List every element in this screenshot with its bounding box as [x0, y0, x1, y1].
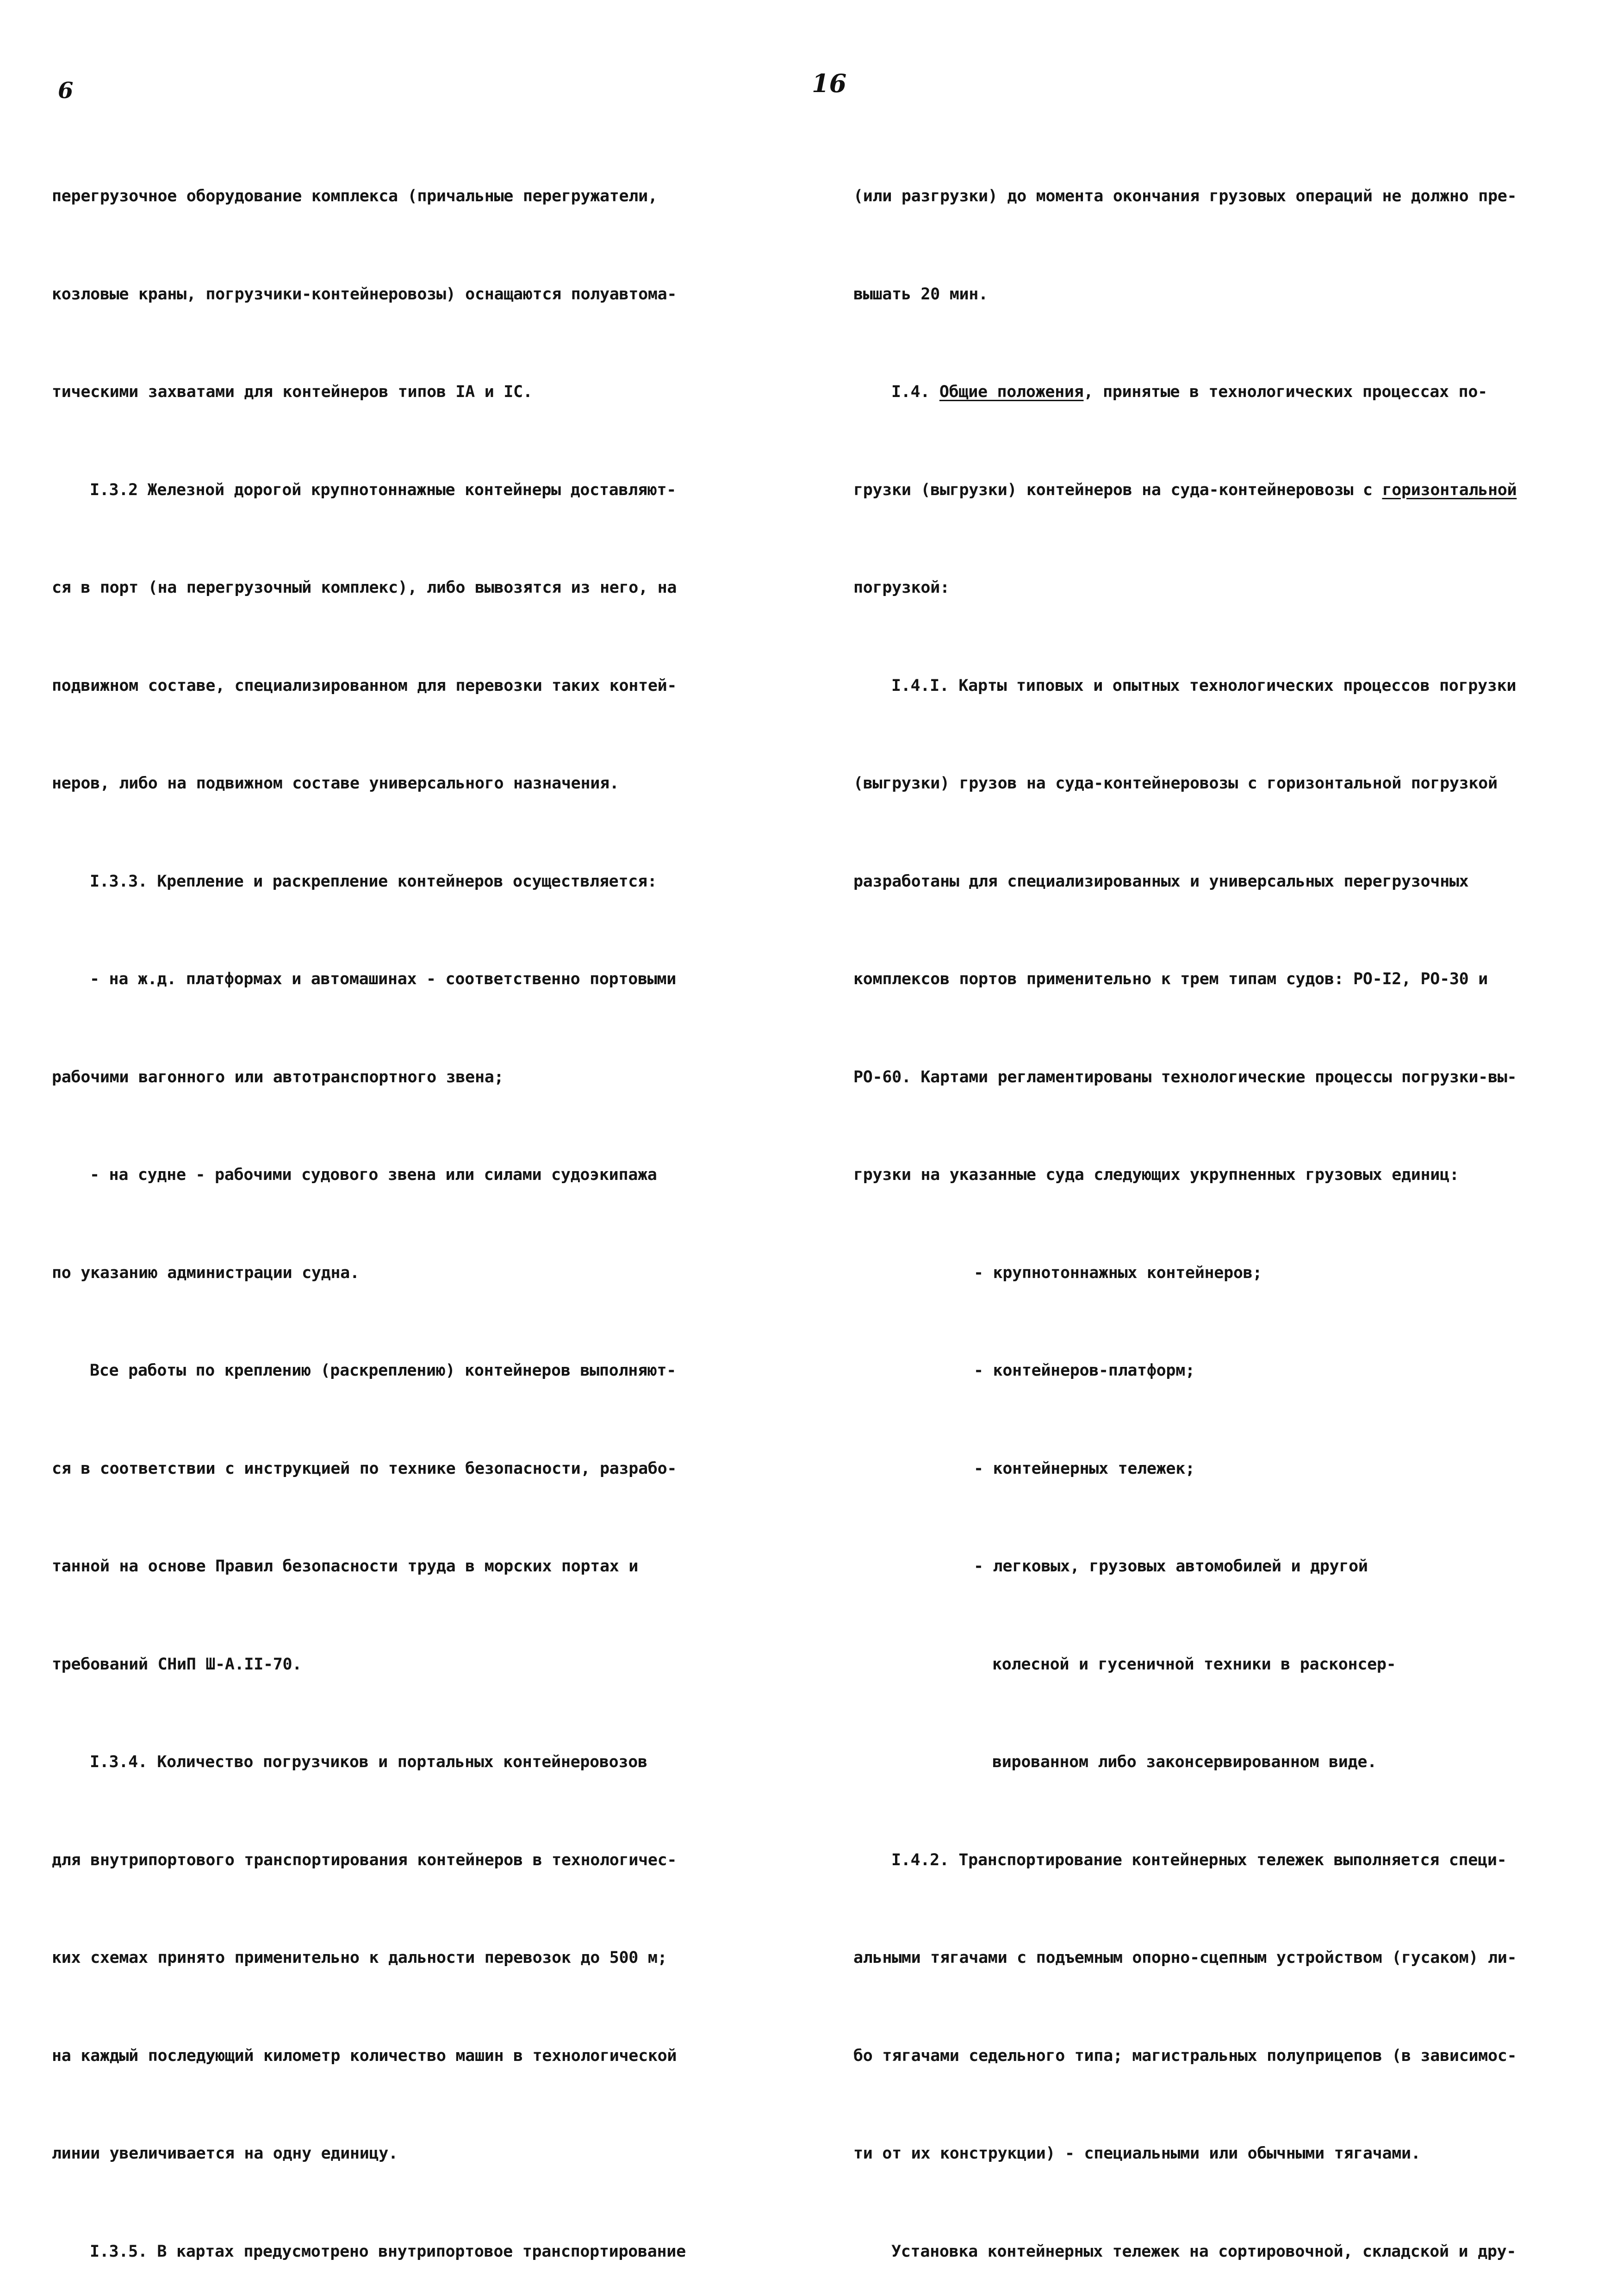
- text-line: альными тягачами с подъемным опорно-сцепным устройством (гусаком) ли-: [853, 1948, 1517, 1967]
- text-line: I.4.I. Карты типовых и опытных технологических процессов погрузки: [891, 676, 1517, 695]
- list-item-continuation: вированном либо законсервированном виде.: [992, 1753, 1377, 1771]
- text-line: комплексов портов применительно к трем типам судов: РО-I2, РО-30 и: [853, 970, 1488, 988]
- right-page-text: [853, 115, 1517, 2296]
- text-line: - на ж.д. платформах и автомашинах - соответственно портовыми: [90, 970, 677, 988]
- text-line: РО-60. Картами регламентированы технологические процессы погрузки-вы-: [853, 1067, 1517, 1086]
- text-line: ся в порт (на перегрузочный комплекс), либо вывозятся из него, на: [52, 578, 677, 597]
- text-line: - на судне - рабочими судового звена или силами судоэкипажа: [90, 1166, 657, 1184]
- text-line: ся в соответствии с инструкцией по технике безопасности, разрабо-: [52, 1459, 677, 1478]
- text-line: I.4.2. Транспортирование контейнерных тележек выполняется специ-: [891, 1850, 1507, 1869]
- text-line: козловые краны, погрузчики-контейнеровозы) оснащаются полуавтома-: [52, 285, 677, 304]
- left-page-text: [52, 115, 686, 2296]
- text-line: ких схемах принято применительно к дальности перевозок до 500 м;: [52, 1948, 667, 1967]
- list-item: - контейнеров-платформ;: [974, 1361, 1195, 1380]
- text-line: (выгрузки) грузов на суда-контейнеровозы с горизонтальной погрузкой: [853, 774, 1498, 793]
- text-line: тическими захватами для контейнеров типов IA и IC.: [52, 383, 533, 401]
- text-line: ти от их конструкции) - специальными или обычными тягачами.: [853, 2144, 1421, 2163]
- text-line: погрузкой:: [853, 578, 950, 597]
- right-page: [812, 0, 1623, 2261]
- text-line: требований СНиП Ш-А.II-70.: [52, 1655, 302, 1674]
- page-number: 16: [812, 68, 847, 98]
- underlined-term: Общие положения: [939, 383, 1084, 401]
- text-line: бо тягачами седельного типа; магистральных полуприцепов (в зависимос-: [853, 2046, 1517, 2065]
- text-line: неров, либо на подвижном составе универсального назначения.: [52, 774, 619, 793]
- left-page: [0, 0, 812, 2261]
- text-line: на каждый последующий километр количество машин в технологической: [52, 2046, 677, 2065]
- text-line: танной на основе Правил безопасности труда в морских портах и: [52, 1557, 639, 1576]
- text-line: перегрузочное оборудование комплекса (причальные перегружатели,: [52, 187, 658, 205]
- text-line: I.3.5. В картах предусмотрено внутрипортовое транспортирование: [90, 2242, 686, 2261]
- text-line: подвижном составе, специализированном для перевозки таких контей-: [52, 676, 677, 695]
- page-number: 6: [58, 78, 74, 104]
- list-item: - легковых, грузовых автомобилей и другой: [974, 1557, 1368, 1576]
- text-line: вышать 20 мин.: [853, 285, 988, 304]
- text-fragment: , принятые в технологических процессах по-: [1083, 383, 1487, 401]
- text-line: грузки на указанные суда следующих укрупненных грузовых единиц:: [853, 1166, 1459, 1184]
- list-item: - крупнотоннажных контейнеров;: [974, 1263, 1262, 1282]
- text-line: Все работы по креплению (раскреплению) контейнеров выполняют-: [90, 1361, 677, 1380]
- underlined-term: горизонтальной: [1382, 480, 1517, 499]
- text-line: (или разгрузки) до момента окончания грузовых операций не должно пре-: [853, 187, 1517, 205]
- text-line: I.3.4. Количество погрузчиков и портальных контейнеровозов: [90, 1753, 647, 1771]
- text-line: по указанию администрации судна.: [52, 1263, 360, 1282]
- text-line: I.3.2 Железной дорогой крупнотоннажные контейнеры доставляют-: [90, 480, 677, 499]
- text-line: разработаны для специализированных и универсальных перегрузочных: [853, 872, 1469, 891]
- list-item-continuation: колесной и гусеничной техники в расконсер-: [992, 1655, 1396, 1674]
- list-item: - контейнерных тележек;: [974, 1459, 1195, 1478]
- text-fragment: грузки (выгрузки) контейнеров на суда-контейнеровозы с: [853, 480, 1373, 499]
- text-line: I.3.3. Крепление и раскрепление контейнеров осуществляется:: [90, 872, 657, 891]
- text-line: линии увеличивается на одну единицу.: [52, 2144, 398, 2163]
- section-number: I.4.: [891, 383, 930, 401]
- text-line: [853, 474, 1517, 507]
- text-line: рабочими вагонного или автотранспортного звена;: [52, 1067, 504, 1086]
- text-line: [853, 376, 1517, 409]
- text-line: для внутрипортового транспортирования контейнеров в технологичес-: [52, 1850, 677, 1869]
- text-line: Установка контейнерных тележек на сортировочной, складской и дру-: [891, 2242, 1517, 2261]
